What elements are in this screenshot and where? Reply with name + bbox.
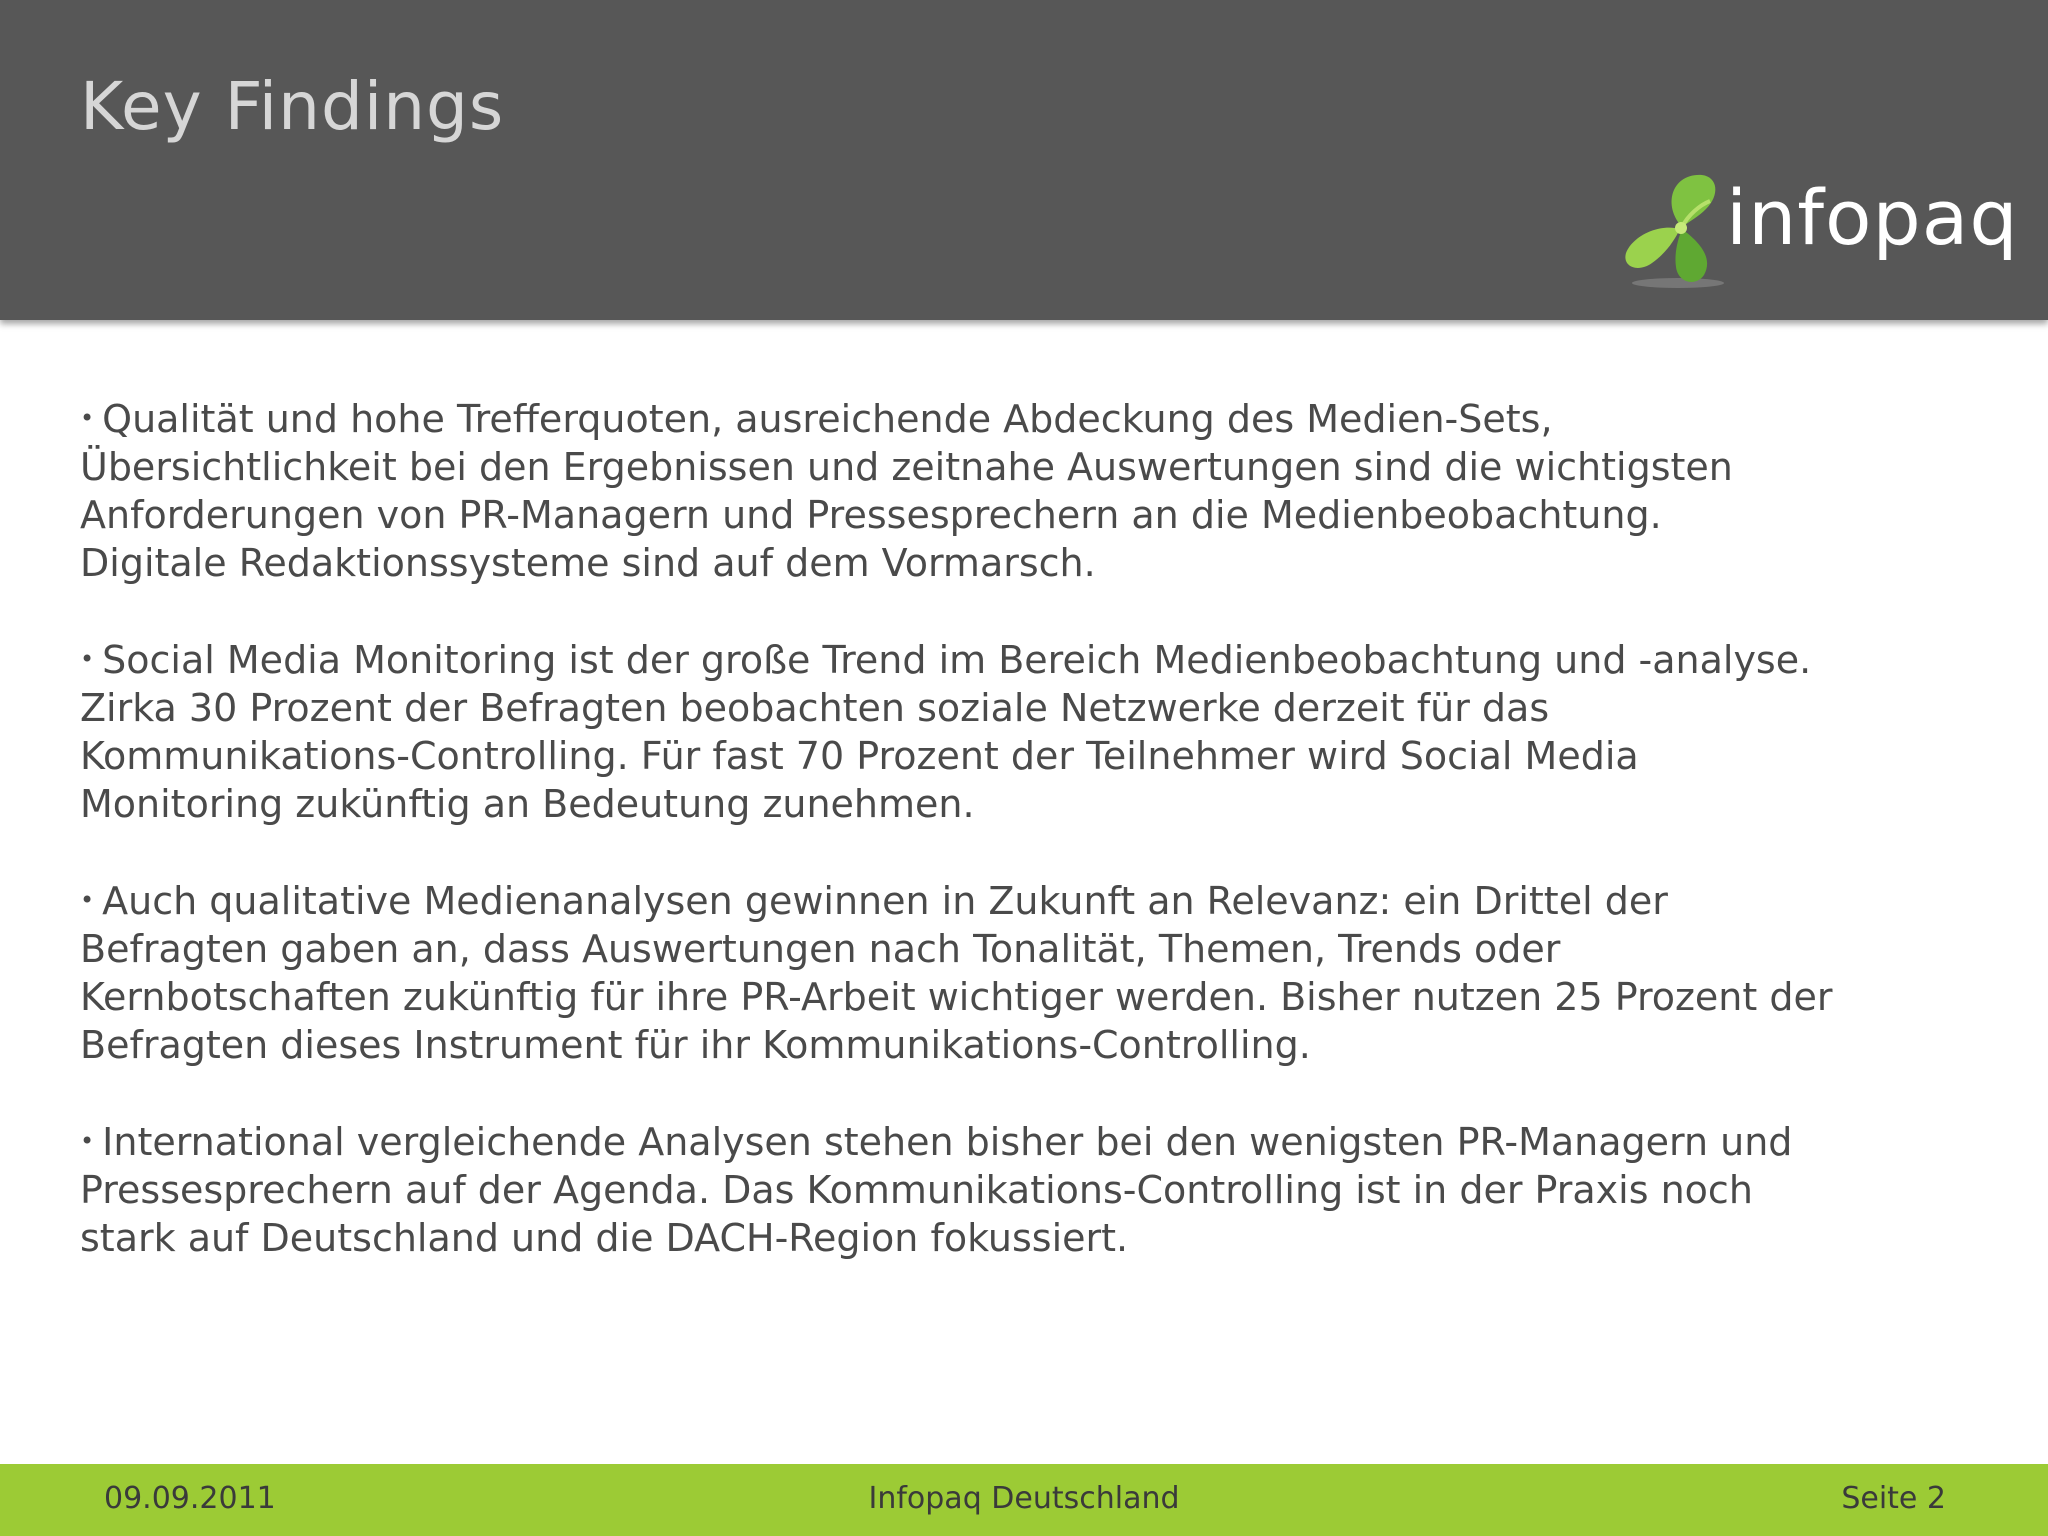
finding-item	[80, 876, 1960, 1069]
logo-wordmark: infopaq	[1726, 173, 2019, 262]
finding-text: International vergleichende Analysen stehen bisher bei den wenigsten PR-Managern und Pressesprechern auf der Agenda. Das Kommunikations-Controlling ist in der Praxis noch stark auf Deutschland und die DACH-Region fokussiert.	[80, 1120, 1793, 1260]
finding-item	[80, 1117, 1960, 1262]
key-findings-list	[80, 394, 1960, 1310]
footer-page-number: Seite 2	[1841, 1481, 1946, 1516]
finding-text: Auch qualitative Medienanalysen gewinnen in Zukunft an Relevanz: ein Drittel der Befragten gaben an, dass Auswertungen nach Tonalität, Themen, Trends oder Kernbotschaften zukünftig für ihre PR-Arbeit wichtiger werden. Bisher nutzen 25 Prozent der Befragten dieses Instrument für ihr Kommunikations-Controlling.	[80, 879, 1833, 1067]
finding-text: Social Media Monitoring ist der große Trend im Bereich Medienbeobachtung und -analyse. Zirka 30 Prozent der Befragten beobachten soziale Netzwerke derzeit für das Kommunikations-Controlling. Für fast 70 Prozent der Teilnehmer wird Social Media Monitoring zukünftig an Bedeutung zunehmen.	[80, 638, 1812, 826]
bullet-marker: •	[80, 1127, 95, 1155]
bullet-marker: •	[80, 404, 95, 432]
footer-date: 09.09.2011	[104, 1481, 276, 1516]
header-bar	[0, 0, 2048, 320]
finding-text: Qualität und hohe Trefferquoten, ausreichende Abdeckung des Medien-Sets, Übersichtlichkeit bei den Ergebnissen und zeitnahe Auswertungen sind die wichtigsten Anforderungen von PR-Managern und Pressesprechern an die Medienbeobachtung. Digitale Redaktionssysteme sind auf dem Vormarsch.	[80, 397, 1733, 585]
bullet-marker: •	[80, 886, 95, 914]
finding-item	[80, 635, 1960, 828]
footer-company: Infopaq Deutschland	[868, 1481, 1180, 1516]
infopaq-leaf-logo-icon	[1622, 165, 1734, 295]
slide-title: Key Findings	[80, 68, 505, 145]
infopaq-logo	[1622, 165, 2019, 295]
bullet-marker: •	[80, 645, 95, 673]
finding-item	[80, 394, 1960, 587]
footer-bar	[0, 1464, 2048, 1536]
